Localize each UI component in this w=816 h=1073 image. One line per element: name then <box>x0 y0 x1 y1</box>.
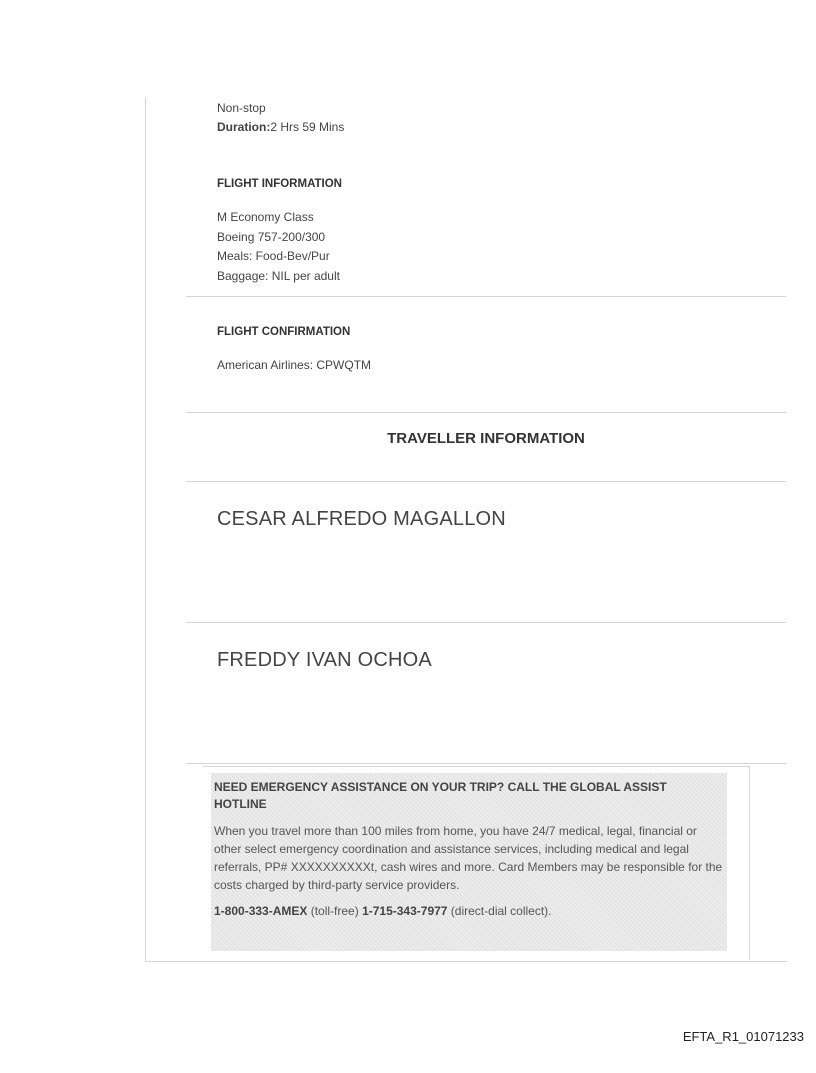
divider <box>186 622 786 623</box>
stops-text: Non-stop <box>217 101 266 115</box>
flight-information-title: FLIGHT INFORMATION <box>217 178 342 190</box>
aircraft-type: Boeing 757-200/300 <box>217 229 326 244</box>
flight-information-details <box>217 208 340 286</box>
duration-value: 2 Hrs 59 Mins <box>270 120 345 134</box>
divider <box>186 763 786 764</box>
phone-direct-dial-note: (direct-dial collect). <box>447 904 552 918</box>
duration-line <box>217 118 344 137</box>
duration-label: Duration: <box>217 120 271 134</box>
traveller-information-title: TRAVELLER INFORMATION <box>387 430 585 447</box>
traveller-name: FREDDY IVAN OCHOA <box>217 649 432 671</box>
phone-direct-dial: 1-715-343-7977 <box>362 904 448 918</box>
divider <box>186 481 786 482</box>
phone-toll-free-note: (toll-free) <box>307 904 363 918</box>
meals-info: Meals: Food-Bev/Pur <box>217 249 330 263</box>
divider <box>186 296 786 297</box>
traveller-name: CESAR ALFREDO MAGALLON <box>217 508 506 530</box>
confirmation-code: American Airlines: CPWQTM <box>217 358 372 372</box>
cabin-class: M Economy Class <box>217 210 314 224</box>
divider <box>186 412 786 413</box>
document-id: EFTA_R1_01071233 <box>682 1029 804 1044</box>
assistance-title: NEED EMERGENCY ASSISTANCE ON YOUR TRIP? CALL THE GLOBAL ASSIST HOTLINE <box>214 780 667 811</box>
baggage-info: Baggage: NIL per adult <box>217 268 340 283</box>
segment-summary <box>217 99 344 137</box>
flight-confirmation-title: FLIGHT CONFIRMATION <box>217 326 351 338</box>
phone-toll-free: 1-800-333-AMEX <box>214 904 308 918</box>
assistance-body: When you travel more than 100 miles from home, you have 24/7 medical, legal, financial or other select emergency coordination and assistance services, including medical and legal referrals, PP# XXXXXXXXXXt, cash wires and more. Card Members may be responsible for the costs charged by third-party service providers. <box>214 824 723 892</box>
emergency-assistance-box <box>203 766 750 960</box>
emergency-assistance-content <box>211 773 727 951</box>
assistance-phones <box>214 904 727 918</box>
